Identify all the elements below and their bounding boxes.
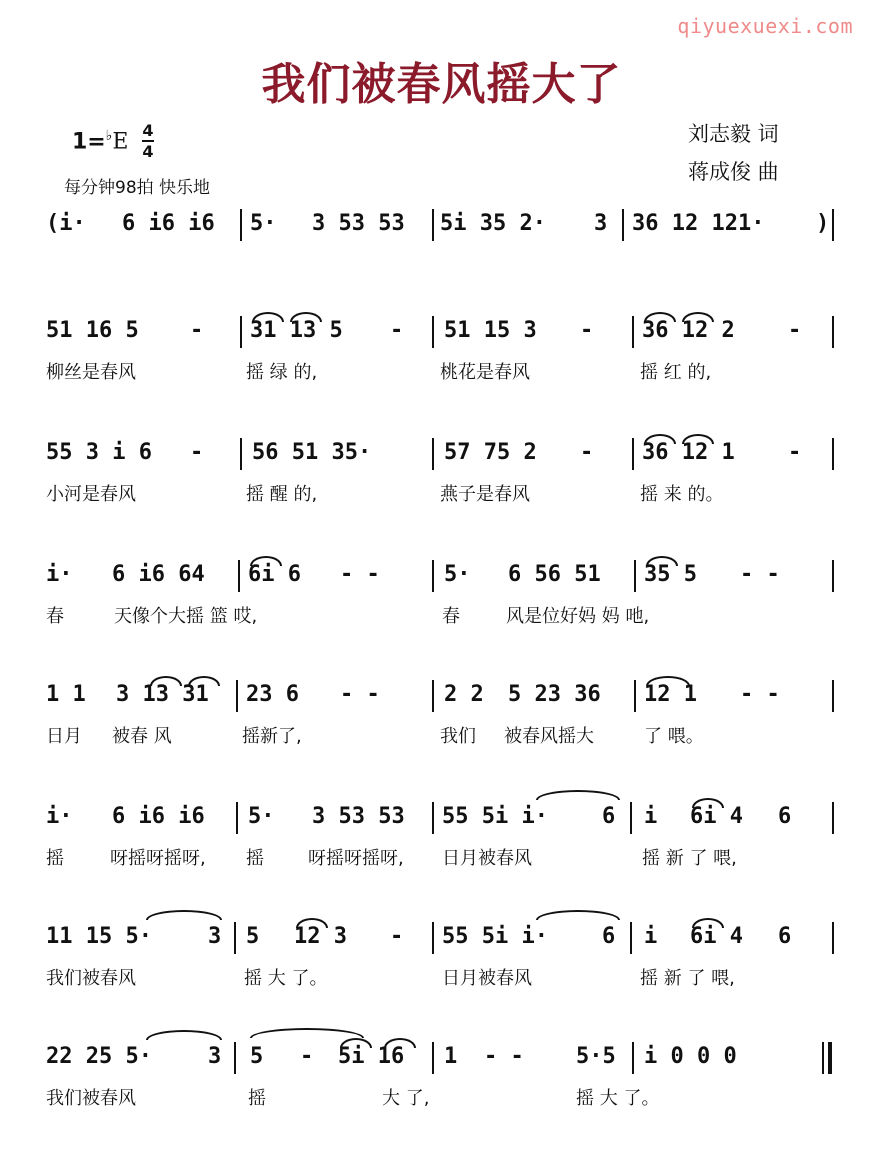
note-group: 56 51 35· (252, 440, 372, 465)
lyric: 日月 (46, 726, 82, 747)
final-bar-line (822, 1042, 824, 1074)
lyric: 被春风摇大 (504, 726, 594, 747)
lyric: 摇 大 了。 (576, 1088, 660, 1109)
note-group: 57 75 2 (444, 440, 537, 465)
bar-line (432, 802, 434, 834)
lyric: 大 了, (382, 1088, 430, 1109)
lyrics-row (40, 358, 840, 386)
lyric: 日月被春风 (442, 848, 532, 869)
lyric: 摇 新 了 喂, (642, 848, 737, 869)
lyric: 桃花是春风 (440, 362, 530, 383)
lyric: 摇 (246, 848, 264, 869)
slur (644, 312, 676, 322)
note-group: - (300, 1044, 314, 1069)
note-group: 1 (444, 1044, 458, 1069)
bar-line (432, 438, 434, 470)
lyrics-row (40, 1084, 840, 1112)
bar-line (630, 922, 632, 954)
slur (646, 676, 690, 686)
notation-row (40, 434, 840, 478)
note-group: 55 3 i 6 (46, 440, 152, 465)
note-group: - (788, 318, 802, 343)
bar-line (634, 680, 636, 712)
note-group: 35 5 (644, 562, 697, 587)
note-group: 6 i6 64 (112, 562, 205, 587)
note-group: 23 6 (246, 682, 299, 707)
note-group: - (788, 440, 802, 465)
note-group: 5· (250, 211, 277, 236)
note-group: - - (740, 682, 780, 707)
note-group: 55 5i i· (442, 804, 548, 829)
bar-line (240, 438, 242, 470)
lyrics-row (40, 602, 840, 630)
note-group: - (390, 318, 404, 343)
note-group: 55 5i i· (442, 924, 548, 949)
time-signature: 4 4 (142, 121, 154, 161)
note-group: 5i 16 (338, 1044, 405, 1069)
slur (290, 312, 322, 322)
note-group: i (644, 924, 658, 949)
bar-line (832, 209, 834, 241)
slur (250, 1028, 364, 1038)
credits (688, 115, 779, 191)
slur (150, 676, 182, 686)
note-group: 31 13 5 (250, 318, 343, 343)
slur (340, 1038, 372, 1048)
song-title: 我们被春风摇大了 (261, 59, 622, 110)
lyric: 呀摇呀摇呀, (110, 848, 206, 869)
bar-line (236, 680, 238, 712)
bar-line (238, 560, 240, 592)
notation-row (40, 1038, 840, 1082)
tie (146, 910, 222, 920)
notation-row (40, 205, 840, 249)
note-group: 6 (602, 804, 616, 829)
lyric: 摇 (46, 848, 64, 869)
lyric: 春 (442, 606, 460, 627)
lyric: 我们被春风 (46, 1088, 136, 1109)
slur (692, 798, 724, 808)
bar-line (622, 209, 624, 241)
note-group: - - (740, 562, 780, 587)
note-group: 5 23 36 (508, 682, 601, 707)
lyric: 摇 绿 的, (246, 362, 318, 383)
note-group: 6i 6 (248, 562, 301, 587)
lyric: 春 (46, 606, 64, 627)
note-group: 6 i6 i6 (122, 211, 215, 236)
note-group: 6 (778, 924, 792, 949)
note-group: 6i 4 (690, 924, 743, 949)
lyric: 天像个大摇 篮 哎, (114, 606, 258, 627)
lyric: 摇 大 了。 (244, 968, 328, 989)
note-group: 5· (444, 562, 471, 587)
lyric: 日月被春风 (442, 968, 532, 989)
tie (146, 1030, 222, 1040)
note-group: 36 12 2 (642, 318, 735, 343)
note-group: 36 12 121· (632, 211, 765, 236)
lyric: 小河是春风 (46, 484, 136, 505)
note-group: - (190, 318, 204, 343)
slur (384, 1038, 416, 1048)
note-group: 51 16 5 (46, 318, 139, 343)
bar-line (632, 316, 634, 348)
lyrics-row (40, 480, 840, 508)
note-group: 6 (778, 804, 792, 829)
lyrics-row (40, 722, 840, 750)
bar-line (432, 316, 434, 348)
bar-line (832, 560, 834, 592)
slur (646, 556, 678, 566)
lyric: 摇新了, (242, 726, 302, 747)
bar-line (832, 680, 834, 712)
slur (644, 434, 676, 444)
note-group: i· (46, 562, 73, 587)
key-signature: 1=♭E (72, 128, 129, 155)
bar-line (832, 922, 834, 954)
note-group: 12 1 (644, 682, 697, 707)
bar-line (630, 802, 632, 834)
lyrics-row (40, 844, 840, 872)
note-group: 5 (250, 1044, 264, 1069)
slur (682, 312, 714, 322)
lyric: 摇 (248, 1088, 266, 1109)
bar-line (234, 922, 236, 954)
final-bar-line-thick (828, 1042, 832, 1074)
notation-row (40, 798, 840, 842)
bar-line (634, 560, 636, 592)
slur (250, 556, 282, 566)
lyric: 柳丝是春风 (46, 362, 136, 383)
lyricist: 刘志毅 词 (688, 122, 779, 146)
bar-line (432, 1042, 434, 1074)
lyric: 摇 新 了 喂, (640, 968, 735, 989)
note-group: 11 15 5· (46, 924, 152, 949)
note-group: 22 25 5· (46, 1044, 152, 1069)
note-group: 6 (602, 924, 616, 949)
note-group: 3 53 53 (312, 211, 405, 236)
lyric: 摇 来 的。 (640, 484, 724, 505)
note-group: 3 13 31 (116, 682, 209, 707)
slur (692, 918, 724, 928)
note-group: - (580, 318, 594, 343)
bar-line (236, 802, 238, 834)
slur (682, 434, 714, 444)
notation-row (40, 676, 840, 720)
bar-line (832, 316, 834, 348)
bar-line (432, 922, 434, 954)
composer: 蒋成俊 曲 (688, 160, 779, 184)
slur (296, 918, 328, 928)
lyric: 被春 风 (112, 726, 172, 747)
slur (188, 676, 220, 686)
lyric: 我们被春风 (46, 968, 136, 989)
bar-line (234, 1042, 236, 1074)
note-group: 5 (246, 924, 260, 949)
note-group: 3 (208, 924, 222, 949)
lyric: 了 喂。 (644, 726, 704, 747)
note-group: - - (340, 562, 380, 587)
note-group: - (190, 440, 204, 465)
note-group: (i· (46, 211, 86, 236)
lyric: 风是位好妈 妈 吔, (506, 606, 650, 627)
lyrics-row (40, 964, 840, 992)
note-group: - - (484, 1044, 524, 1069)
note-group: 12 3 (294, 924, 347, 949)
note-group: ) (816, 211, 830, 236)
note-group: 36 12 1 (642, 440, 735, 465)
bar-line (240, 209, 242, 241)
bar-line (432, 680, 434, 712)
tie (536, 790, 620, 800)
lyric: 燕子是春风 (440, 484, 530, 505)
note-group: i· (46, 804, 73, 829)
notation-row (40, 918, 840, 962)
bar-line (632, 1042, 634, 1074)
note-group: - (390, 924, 404, 949)
note-group: 3 (594, 211, 608, 236)
lyric: 摇 红 的, (640, 362, 712, 383)
tempo-marking: 每分钟98拍 快乐地 (64, 178, 211, 198)
note-group: 5i 35 2· (440, 211, 546, 236)
note-group: 3 (208, 1044, 222, 1069)
note-group: 3 53 53 (312, 804, 405, 829)
note-group: i (644, 804, 658, 829)
slur (252, 312, 284, 322)
note-group: 5·5 (576, 1044, 616, 1069)
lyric: 我们 (440, 726, 476, 747)
note-group: 5· (248, 804, 275, 829)
bar-line (832, 802, 834, 834)
notation-row (40, 556, 840, 600)
lyric: 呀摇呀摇呀, (308, 848, 404, 869)
note-group: 1 1 (46, 682, 86, 707)
notation-row (40, 312, 840, 356)
note-group: 6 i6 i6 (112, 804, 205, 829)
tie (536, 910, 620, 920)
note-group: 2 2 (444, 682, 484, 707)
note-group: 6i 4 (690, 804, 743, 829)
note-group: 51 15 3 (444, 318, 537, 343)
bar-line (240, 316, 242, 348)
note-group: - (580, 440, 594, 465)
bar-line (832, 438, 834, 470)
note-group: - - (340, 682, 380, 707)
bar-line (632, 438, 634, 470)
watermark: qiyuexuexi.com (677, 14, 853, 38)
lyric: 摇 醒 的, (246, 484, 318, 505)
note-group: 6 56 51 (508, 562, 601, 587)
note-group: i 0 0 0 (644, 1044, 737, 1069)
bar-line (432, 209, 434, 241)
bar-line (432, 560, 434, 592)
